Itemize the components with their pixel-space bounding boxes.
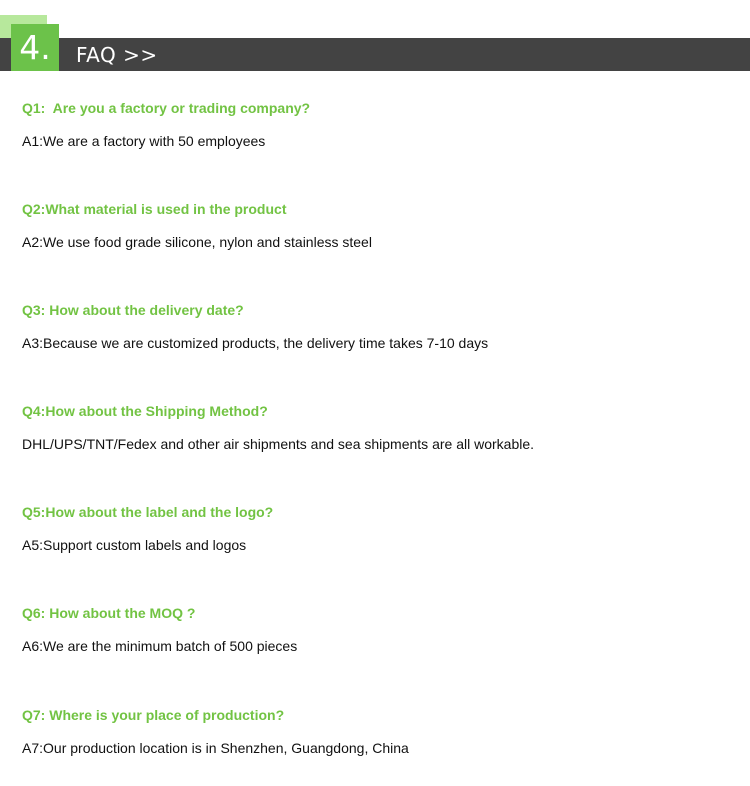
- faq-item-1: [22, 99, 742, 150]
- faq-answer: A2:We use food grade silicone, nylon and stainless steel: [22, 234, 372, 250]
- faq-item-3: [22, 301, 742, 352]
- faq-item-4: [22, 402, 742, 453]
- faq-header: [0, 0, 750, 72]
- faq-item-7: [22, 706, 742, 757]
- faq-item-6: [22, 604, 742, 655]
- faq-answer: A1:We are a factory with 50 employees: [22, 133, 266, 149]
- faq-question: Q5:How about the label and the logo?: [22, 504, 274, 520]
- faq-answer: A6:We are the minimum batch of 500 pieces: [22, 638, 298, 654]
- faq-answer: A7:Our production location is in Shenzhen, Guangdong, China: [22, 740, 409, 756]
- section-title: FAQ >>: [76, 43, 158, 67]
- faq-item-5: [22, 503, 742, 554]
- faq-answer: DHL/UPS/TNT/Fedex and other air shipments and sea shipments are all workable.: [22, 436, 535, 452]
- faq-question: Q3: How about the delivery date?: [22, 302, 244, 318]
- faq-question: Q1: Are you a factory or trading company?: [22, 100, 311, 116]
- section-number: 4.: [19, 28, 51, 67]
- faq-answer: A3:Because we are customized products, the delivery time takes 7-10 days: [22, 335, 489, 351]
- faq-question: Q2:What material is used in the product: [22, 201, 287, 217]
- faq-item-2: [22, 200, 742, 251]
- faq-question: Q6: How about the MOQ ?: [22, 605, 196, 621]
- faq-question: Q7: Where is your place of production?: [22, 707, 285, 723]
- faq-question: Q4:How about the Shipping Method?: [22, 403, 268, 419]
- faq-answer: A5:Support custom labels and logos: [22, 537, 247, 553]
